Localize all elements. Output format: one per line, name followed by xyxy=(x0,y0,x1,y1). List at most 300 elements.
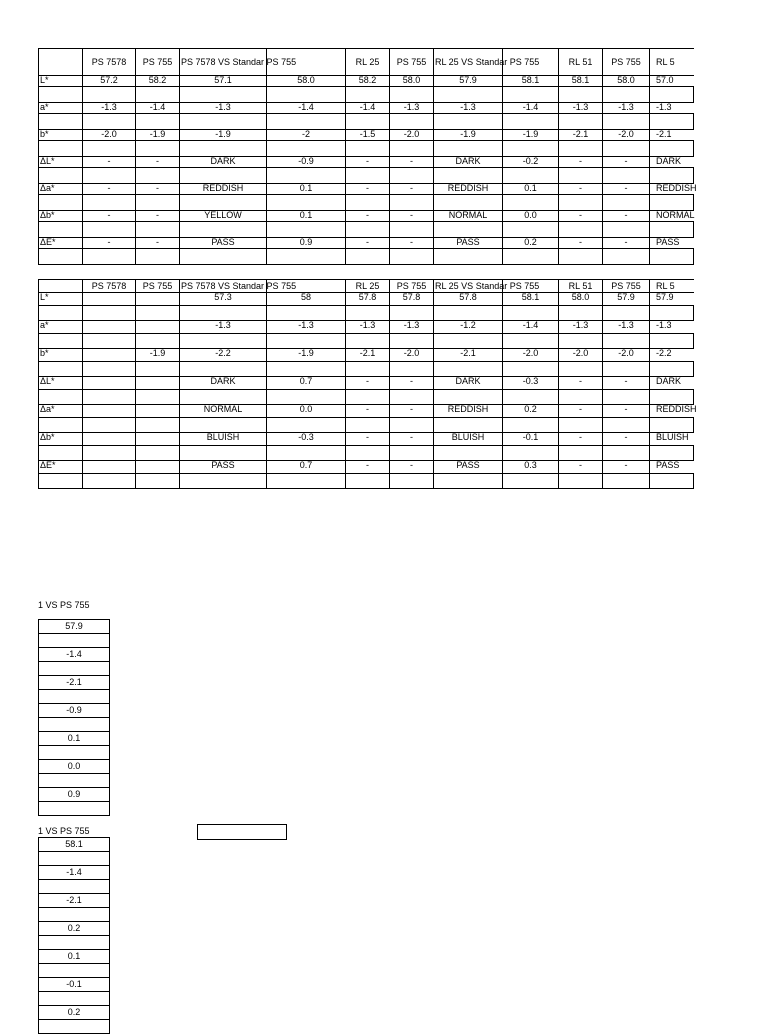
empty-cell[interactable] xyxy=(83,446,136,461)
header-cell[interactable]: PS 755 xyxy=(390,49,434,76)
empty-cell[interactable] xyxy=(390,141,434,157)
data-cell[interactable]: -1.3 xyxy=(650,321,694,334)
empty-cell[interactable] xyxy=(180,195,267,211)
empty-cell[interactable] xyxy=(39,195,83,211)
empty-cell[interactable] xyxy=(559,249,603,265)
empty-cell[interactable] xyxy=(136,168,180,184)
empty-cell[interactable] xyxy=(390,87,434,103)
data-cell[interactable]: DARK xyxy=(650,157,694,168)
fragment-value-cell[interactable]: -2.1 xyxy=(39,676,110,690)
empty-cell[interactable] xyxy=(180,114,267,130)
data-cell[interactable]: -0.1 xyxy=(503,433,559,446)
empty-cell[interactable] xyxy=(83,87,136,103)
data-cell[interactable]: 57.9 xyxy=(650,293,694,306)
data-cell[interactable]: -1.9 xyxy=(180,130,267,141)
data-cell[interactable]: 57.9 xyxy=(603,293,650,306)
empty-cell[interactable] xyxy=(650,168,694,184)
data-cell[interactable]: 0.9 xyxy=(267,238,346,249)
empty-cell[interactable] xyxy=(136,249,180,265)
data-cell[interactable]: 58.2 xyxy=(136,76,180,87)
empty-cell[interactable] xyxy=(650,249,694,265)
empty-cell[interactable] xyxy=(267,418,346,433)
empty-cell[interactable] xyxy=(434,168,503,184)
data-cell[interactable]: - xyxy=(603,157,650,168)
data-cell[interactable]: - xyxy=(136,211,180,222)
empty-cell[interactable] xyxy=(267,168,346,184)
data-cell[interactable]: 0.1 xyxy=(267,184,346,195)
row-label-cell[interactable]: Δa* xyxy=(39,405,83,418)
data-cell[interactable]: - xyxy=(559,405,603,418)
empty-cell[interactable] xyxy=(650,446,694,461)
empty-cell[interactable] xyxy=(603,87,650,103)
empty-cell[interactable] xyxy=(650,222,694,238)
empty-cell[interactable] xyxy=(346,446,390,461)
empty-cell[interactable] xyxy=(390,222,434,238)
data-cell[interactable]: - xyxy=(390,433,434,446)
data-cell[interactable]: BLUISH xyxy=(180,433,267,446)
data-cell[interactable]: - xyxy=(346,433,390,446)
data-cell[interactable]: - xyxy=(390,238,434,249)
empty-cell[interactable] xyxy=(503,334,559,349)
empty-cell[interactable] xyxy=(559,334,603,349)
data-cell[interactable]: -1.3 xyxy=(83,103,136,114)
data-cell[interactable]: - xyxy=(346,461,390,474)
empty-cell[interactable] xyxy=(346,87,390,103)
data-cell[interactable]: REDDISH xyxy=(180,184,267,195)
data-cell[interactable] xyxy=(83,293,136,306)
data-cell[interactable]: -1.3 xyxy=(180,103,267,114)
empty-cell[interactable] xyxy=(503,446,559,461)
empty-cell[interactable] xyxy=(180,141,267,157)
data-cell[interactable]: DARK xyxy=(434,157,503,168)
empty-cell[interactable] xyxy=(346,168,390,184)
data-cell[interactable]: REDDISH xyxy=(434,184,503,195)
empty-cell[interactable] xyxy=(39,774,110,788)
empty-cell[interactable] xyxy=(390,168,434,184)
data-cell[interactable] xyxy=(83,433,136,446)
empty-cell[interactable] xyxy=(559,390,603,405)
empty-cell[interactable] xyxy=(39,992,110,1006)
empty-cell[interactable] xyxy=(83,114,136,130)
empty-cell[interactable] xyxy=(559,168,603,184)
fragment-value-cell[interactable]: 58.1 xyxy=(39,838,110,852)
data-cell[interactable]: - xyxy=(390,211,434,222)
data-cell[interactable]: -1.3 xyxy=(390,321,434,334)
data-cell[interactable]: - xyxy=(603,405,650,418)
data-cell[interactable]: 58.0 xyxy=(390,76,434,87)
data-cell[interactable]: -1.9 xyxy=(136,130,180,141)
empty-cell[interactable] xyxy=(603,222,650,238)
empty-cell[interactable] xyxy=(39,446,83,461)
data-cell[interactable]: -2.0 xyxy=(503,349,559,362)
empty-cell[interactable] xyxy=(39,362,83,377)
data-cell[interactable]: BLUISH xyxy=(434,433,503,446)
empty-cell[interactable] xyxy=(39,802,110,816)
data-cell[interactable]: -1.9 xyxy=(503,130,559,141)
fragment-value-cell[interactable]: 0.9 xyxy=(39,788,110,802)
empty-cell[interactable] xyxy=(650,114,694,130)
data-cell[interactable]: -1.3 xyxy=(650,103,694,114)
data-cell[interactable]: DARK xyxy=(650,377,694,390)
data-cell[interactable]: - xyxy=(603,377,650,390)
fragment-value-cell[interactable]: 0.2 xyxy=(39,1006,110,1020)
empty-cell[interactable] xyxy=(346,474,390,489)
empty-cell[interactable] xyxy=(39,690,110,704)
data-cell[interactable]: -1.9 xyxy=(267,349,346,362)
data-cell[interactable]: - xyxy=(136,157,180,168)
row-label-cell[interactable]: b* xyxy=(39,130,83,141)
empty-cell[interactable] xyxy=(434,474,503,489)
data-cell[interactable]: - xyxy=(346,157,390,168)
header-cell[interactable]: RL 25 xyxy=(346,280,390,293)
empty-cell[interactable] xyxy=(434,222,503,238)
empty-cell[interactable] xyxy=(434,306,503,321)
empty-cell[interactable] xyxy=(503,362,559,377)
data-cell[interactable]: 57.8 xyxy=(434,293,503,306)
empty-cell[interactable] xyxy=(346,195,390,211)
data-cell[interactable]: 58.0 xyxy=(559,293,603,306)
data-cell[interactable]: 0.7 xyxy=(267,461,346,474)
empty-cell[interactable] xyxy=(83,474,136,489)
empty-cell[interactable] xyxy=(180,362,267,377)
data-cell[interactable]: 58.0 xyxy=(603,76,650,87)
empty-cell[interactable] xyxy=(83,306,136,321)
empty-cell[interactable] xyxy=(346,390,390,405)
empty-cell[interactable] xyxy=(39,249,83,265)
data-cell[interactable]: -1.4 xyxy=(136,103,180,114)
empty-cell[interactable] xyxy=(650,334,694,349)
data-cell[interactable]: - xyxy=(83,238,136,249)
fragment-value-cell[interactable]: -0.1 xyxy=(39,978,110,992)
empty-cell[interactable] xyxy=(346,114,390,130)
empty-cell[interactable] xyxy=(39,334,83,349)
empty-cell[interactable] xyxy=(136,446,180,461)
data-cell[interactable]: -2.1 xyxy=(559,130,603,141)
data-cell[interactable] xyxy=(136,321,180,334)
data-cell[interactable]: -1.3 xyxy=(559,321,603,334)
data-cell[interactable]: -1.2 xyxy=(434,321,503,334)
data-cell[interactable]: - xyxy=(390,461,434,474)
data-cell[interactable]: - xyxy=(559,433,603,446)
empty-cell[interactable] xyxy=(136,390,180,405)
empty-cell[interactable] xyxy=(434,418,503,433)
header-cell[interactable]: PS 7578 xyxy=(83,280,136,293)
empty-cell[interactable] xyxy=(346,334,390,349)
data-cell[interactable]: 57.8 xyxy=(390,293,434,306)
empty-cell[interactable] xyxy=(650,390,694,405)
empty-cell[interactable] xyxy=(559,474,603,489)
header-cell[interactable]: RL 5 xyxy=(650,280,694,293)
data-cell[interactable]: DARK xyxy=(434,377,503,390)
empty-cell[interactable] xyxy=(390,446,434,461)
data-cell[interactable]: - xyxy=(346,405,390,418)
data-cell[interactable]: 57.0 xyxy=(650,76,694,87)
empty-cell[interactable] xyxy=(39,390,83,405)
empty-cell[interactable] xyxy=(83,418,136,433)
empty-cell[interactable] xyxy=(267,362,346,377)
empty-cell[interactable] xyxy=(39,880,110,894)
empty-cell[interactable] xyxy=(559,362,603,377)
row-label-cell[interactable]: L* xyxy=(39,76,83,87)
empty-cell[interactable] xyxy=(603,390,650,405)
header-cell[interactable]: RL 25 xyxy=(346,49,390,76)
header-cell[interactable] xyxy=(39,49,83,76)
empty-cell[interactable] xyxy=(39,1020,110,1034)
empty-cell[interactable] xyxy=(603,418,650,433)
data-cell[interactable]: 57.2 xyxy=(83,76,136,87)
data-cell[interactable]: -2.2 xyxy=(180,349,267,362)
data-cell[interactable]: -0.3 xyxy=(267,433,346,446)
empty-cell[interactable] xyxy=(650,474,694,489)
data-cell[interactable]: - xyxy=(603,433,650,446)
data-cell[interactable]: - xyxy=(603,461,650,474)
empty-cell[interactable] xyxy=(603,195,650,211)
fragment-value-cell[interactable]: -1.4 xyxy=(39,866,110,880)
data-cell[interactable]: 58.1 xyxy=(503,76,559,87)
empty-cell[interactable] xyxy=(136,141,180,157)
empty-cell[interactable] xyxy=(39,87,83,103)
data-cell[interactable]: REDDISH xyxy=(650,405,694,418)
empty-cell[interactable] xyxy=(434,446,503,461)
empty-cell[interactable] xyxy=(434,334,503,349)
empty-cell[interactable] xyxy=(136,334,180,349)
empty-cell[interactable] xyxy=(650,418,694,433)
empty-cell[interactable] xyxy=(390,114,434,130)
empty-cell[interactable] xyxy=(83,362,136,377)
row-label-cell[interactable]: ΔE* xyxy=(39,238,83,249)
empty-cell[interactable] xyxy=(603,114,650,130)
header-cell[interactable]: PS 7578 VS Standar PS 755 xyxy=(181,280,297,291)
data-cell[interactable]: - xyxy=(559,377,603,390)
empty-cell[interactable] xyxy=(559,446,603,461)
row-label-cell[interactable]: ΔL* xyxy=(39,377,83,390)
empty-cell[interactable] xyxy=(180,446,267,461)
data-cell[interactable]: - xyxy=(136,238,180,249)
data-cell[interactable]: 57.9 xyxy=(434,76,503,87)
empty-cell[interactable] xyxy=(503,306,559,321)
data-cell[interactable]: - xyxy=(559,184,603,195)
row-label-cell[interactable]: a* xyxy=(39,321,83,334)
empty-cell[interactable] xyxy=(136,306,180,321)
empty-cell[interactable] xyxy=(503,418,559,433)
empty-cell[interactable] xyxy=(503,87,559,103)
data-cell[interactable]: 0.1 xyxy=(503,184,559,195)
empty-cell[interactable] xyxy=(267,249,346,265)
empty-cell[interactable] xyxy=(559,195,603,211)
data-cell[interactable] xyxy=(136,377,180,390)
data-cell[interactable]: -2.0 xyxy=(603,349,650,362)
empty-cell[interactable] xyxy=(180,390,267,405)
header-cell[interactable]: RL 25 VS Standar PS 755 xyxy=(434,49,503,76)
data-cell[interactable]: -1.4 xyxy=(503,321,559,334)
data-cell[interactable] xyxy=(83,377,136,390)
empty-cell[interactable] xyxy=(559,306,603,321)
empty-cell[interactable] xyxy=(180,87,267,103)
row-label-cell[interactable]: b* xyxy=(39,349,83,362)
header-cell[interactable]: RL 5 xyxy=(650,49,694,76)
header-cell[interactable] xyxy=(39,280,83,293)
empty-cell[interactable] xyxy=(650,87,694,103)
data-cell[interactable]: NORMAL xyxy=(434,211,503,222)
data-cell[interactable]: - xyxy=(346,184,390,195)
empty-cell[interactable] xyxy=(267,474,346,489)
empty-cell[interactable] xyxy=(503,114,559,130)
header-cell[interactable]: PS 755 xyxy=(136,280,180,293)
data-cell[interactable] xyxy=(136,405,180,418)
row-label-cell[interactable]: Δb* xyxy=(39,433,83,446)
header-cell[interactable]: PS 7578 VS Standar PS 755 xyxy=(180,49,267,76)
data-cell[interactable]: -0.2 xyxy=(503,157,559,168)
data-cell[interactable]: 57.8 xyxy=(346,293,390,306)
data-cell[interactable]: PASS xyxy=(650,238,694,249)
data-cell[interactable]: NORMAL xyxy=(650,211,694,222)
empty-cell[interactable] xyxy=(267,222,346,238)
data-cell[interactable]: PASS xyxy=(434,461,503,474)
data-cell[interactable]: - xyxy=(559,157,603,168)
row-label-cell[interactable]: a* xyxy=(39,103,83,114)
empty-cell[interactable] xyxy=(136,418,180,433)
data-cell[interactable]: NORMAL xyxy=(180,405,267,418)
data-cell[interactable]: - xyxy=(559,238,603,249)
data-cell[interactable]: - xyxy=(136,184,180,195)
data-cell[interactable]: -2.0 xyxy=(83,130,136,141)
fragment-value-cell[interactable]: -2.1 xyxy=(39,894,110,908)
empty-cell[interactable] xyxy=(390,418,434,433)
empty-cell[interactable] xyxy=(180,474,267,489)
data-cell[interactable]: -2.0 xyxy=(390,130,434,141)
data-cell[interactable]: - xyxy=(83,157,136,168)
empty-cell[interactable] xyxy=(180,222,267,238)
data-cell[interactable]: - xyxy=(559,461,603,474)
empty-cell[interactable] xyxy=(180,249,267,265)
data-cell[interactable] xyxy=(136,433,180,446)
data-cell[interactable] xyxy=(83,405,136,418)
empty-cell[interactable] xyxy=(267,195,346,211)
fragment-value-cell[interactable]: -0.9 xyxy=(39,704,110,718)
empty-cell[interactable] xyxy=(83,390,136,405)
data-cell[interactable]: -1.3 xyxy=(559,103,603,114)
data-cell[interactable]: - xyxy=(390,377,434,390)
data-cell[interactable]: - xyxy=(390,405,434,418)
empty-cell[interactable] xyxy=(559,141,603,157)
empty-cell[interactable] xyxy=(390,334,434,349)
data-cell[interactable]: -1.9 xyxy=(136,349,180,362)
data-cell[interactable]: 58.2 xyxy=(346,76,390,87)
empty-cell[interactable] xyxy=(503,141,559,157)
empty-cell[interactable] xyxy=(434,195,503,211)
data-cell[interactable]: REDDISH xyxy=(434,405,503,418)
empty-cell[interactable] xyxy=(39,634,110,648)
empty-cell[interactable] xyxy=(136,362,180,377)
data-cell[interactable]: 0.2 xyxy=(503,238,559,249)
empty-cell[interactable] xyxy=(390,249,434,265)
data-cell[interactable]: - xyxy=(603,184,650,195)
empty-cell[interactable] xyxy=(390,362,434,377)
empty-cell[interactable] xyxy=(180,418,267,433)
empty-cell[interactable] xyxy=(267,87,346,103)
data-cell[interactable]: - xyxy=(390,157,434,168)
header-cell[interactable]: RL 51 xyxy=(559,49,603,76)
data-cell[interactable]: DARK xyxy=(180,157,267,168)
empty-cell[interactable] xyxy=(39,852,110,866)
data-cell[interactable]: - xyxy=(603,238,650,249)
fragment-value-cell[interactable]: 0.0 xyxy=(39,760,110,774)
empty-cell[interactable] xyxy=(503,195,559,211)
empty-cell[interactable] xyxy=(603,362,650,377)
data-cell[interactable]: 0.0 xyxy=(267,405,346,418)
empty-cell[interactable] xyxy=(267,446,346,461)
empty-cell[interactable] xyxy=(503,390,559,405)
header-cell[interactable]: PS 755 xyxy=(136,49,180,76)
row-label-cell[interactable]: Δb* xyxy=(39,211,83,222)
data-cell[interactable]: -1.3 xyxy=(434,103,503,114)
empty-cell[interactable] xyxy=(559,222,603,238)
empty-cell[interactable] xyxy=(39,908,110,922)
empty-cell[interactable] xyxy=(39,662,110,676)
row-label-cell[interactable]: Δa* xyxy=(39,184,83,195)
empty-cell[interactable] xyxy=(180,306,267,321)
empty-cell[interactable] xyxy=(39,936,110,950)
empty-cell[interactable] xyxy=(267,334,346,349)
data-cell[interactable]: 58 xyxy=(267,293,346,306)
empty-cell[interactable] xyxy=(136,114,180,130)
empty-cell[interactable] xyxy=(390,195,434,211)
data-cell[interactable]: REDDISH xyxy=(650,184,694,195)
empty-cell[interactable] xyxy=(346,249,390,265)
data-cell[interactable] xyxy=(83,349,136,362)
empty-cell[interactable] xyxy=(267,390,346,405)
empty-cell[interactable] xyxy=(180,334,267,349)
empty-cell[interactable] xyxy=(136,195,180,211)
empty-cell[interactable] xyxy=(503,168,559,184)
fragment-value-cell[interactable]: 57.9 xyxy=(39,620,110,634)
empty-cell[interactable] xyxy=(39,222,83,238)
empty-cell[interactable] xyxy=(39,168,83,184)
empty-cell[interactable] xyxy=(559,418,603,433)
empty-cell[interactable] xyxy=(503,249,559,265)
row-label-cell[interactable]: ΔE* xyxy=(39,461,83,474)
empty-cell[interactable] xyxy=(434,249,503,265)
empty-cell[interactable] xyxy=(83,141,136,157)
data-cell[interactable]: -1.4 xyxy=(503,103,559,114)
empty-cell[interactable] xyxy=(603,306,650,321)
data-cell[interactable]: PASS xyxy=(650,461,694,474)
empty-cell[interactable] xyxy=(650,195,694,211)
header-cell[interactable]: PS 755 xyxy=(390,280,434,293)
data-cell[interactable]: -2.2 xyxy=(650,349,694,362)
data-cell[interactable] xyxy=(136,461,180,474)
data-cell[interactable]: - xyxy=(346,238,390,249)
empty-cell[interactable] xyxy=(390,474,434,489)
empty-cell[interactable] xyxy=(390,390,434,405)
empty-cell[interactable] xyxy=(39,964,110,978)
empty-cell[interactable] xyxy=(346,141,390,157)
data-cell[interactable]: PASS xyxy=(180,238,267,249)
empty-cell[interactable] xyxy=(346,306,390,321)
data-cell[interactable]: -0.9 xyxy=(267,157,346,168)
data-cell[interactable]: -1.3 xyxy=(346,321,390,334)
data-cell[interactable]: 0.0 xyxy=(503,211,559,222)
fragment-value-cell[interactable]: 0.1 xyxy=(39,950,110,964)
empty-cell[interactable] xyxy=(559,87,603,103)
data-cell[interactable] xyxy=(136,293,180,306)
data-cell[interactable]: PASS xyxy=(180,461,267,474)
header-cell[interactable]: RL 51 xyxy=(559,280,603,293)
empty-cell[interactable] xyxy=(603,141,650,157)
empty-cell[interactable] xyxy=(267,306,346,321)
data-cell[interactable]: -1.3 xyxy=(180,321,267,334)
empty-cell[interactable] xyxy=(434,390,503,405)
